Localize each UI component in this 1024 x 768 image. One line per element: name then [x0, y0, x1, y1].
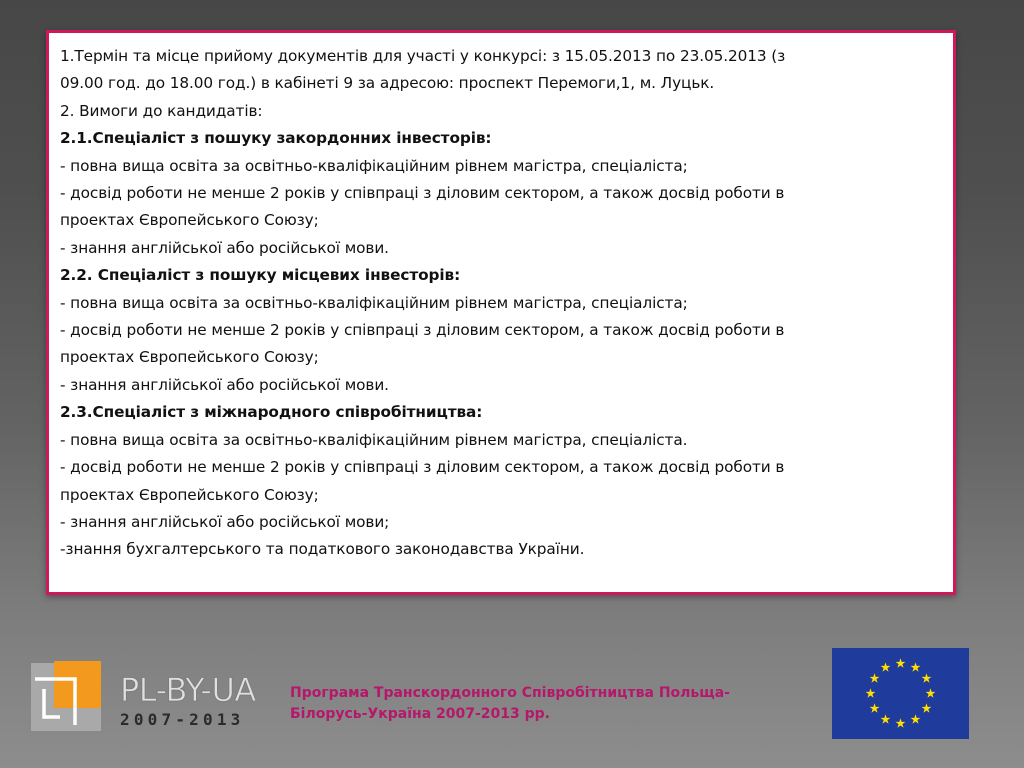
text-line: - знання англійської або російської мови. — [60, 375, 389, 394]
text-line: 09.00 год. до 18.00 год.) в кабінеті 9 за адресою: проспект Перемоги,1, м. Луцьк. — [60, 74, 715, 93]
text-line: -знання бухгалтерського та податкового законодавства України. — [60, 540, 585, 559]
text-line: проектах Європейського Союзу; — [60, 348, 319, 367]
text-line: - повна вища освіта за освітньо-кваліфікаційним рівнем магістра, спеціаліста; — [60, 293, 688, 312]
text-line: - досвід роботи не менше 2 років у співпраці з діловим сектором, а також досвід роботи в — [60, 321, 785, 340]
text-line: проектах Європейського Союзу; — [60, 485, 319, 504]
section-heading: 2.3.Спеціаліст з міжнародного співробітництва: — [60, 403, 483, 422]
text-line: - досвід роботи не менше 2 років у співпраці з діловим сектором, а також досвід роботи в — [60, 184, 785, 203]
program-title-line-1: Програма Транскордонного Співробітництва Польща- — [290, 685, 730, 701]
pl-by-ua-logo-icon — [31, 661, 101, 731]
logo-name: PL-BY-UA — [120, 671, 256, 709]
logo-years: 2007-2013 — [120, 710, 245, 729]
content-panel — [46, 30, 956, 595]
section-heading: 2.2. Спеціаліст з пошуку місцевих інвесторів: — [60, 266, 461, 285]
text-line: - досвід роботи не менше 2 років у співпраці з діловим сектором, а також досвід роботи в — [60, 458, 785, 477]
text-line: проектах Європейського Союзу; — [60, 211, 319, 230]
eu-flag-icon — [832, 648, 969, 739]
text-line: 2. Вимоги до кандидатів: — [60, 101, 263, 120]
requirements-text — [60, 43, 943, 564]
program-title — [290, 683, 810, 725]
pl-by-ua-logo — [30, 661, 270, 733]
text-line: 1.Термін та місце прийому документів для участі у конкурсі: з 15.05.2013 по 23.05.2013 (з — [60, 47, 786, 65]
text-line: - знання англійської або російської мови; — [60, 512, 390, 531]
program-title-line-2: Білорусь-Україна 2007-2013 рр. — [290, 706, 550, 722]
section-heading: 2.1.Спеціаліст з пошуку закордонних інвесторів: — [60, 129, 492, 148]
text-line: - знання англійської або російської мови. — [60, 238, 389, 257]
text-line: - повна вища освіта за освітньо-кваліфікаційним рівнем магістра, спеціаліста. — [60, 430, 688, 449]
text-line: - повна вища освіта за освітньо-кваліфікаційним рівнем магістра, спеціаліста; — [60, 156, 688, 175]
